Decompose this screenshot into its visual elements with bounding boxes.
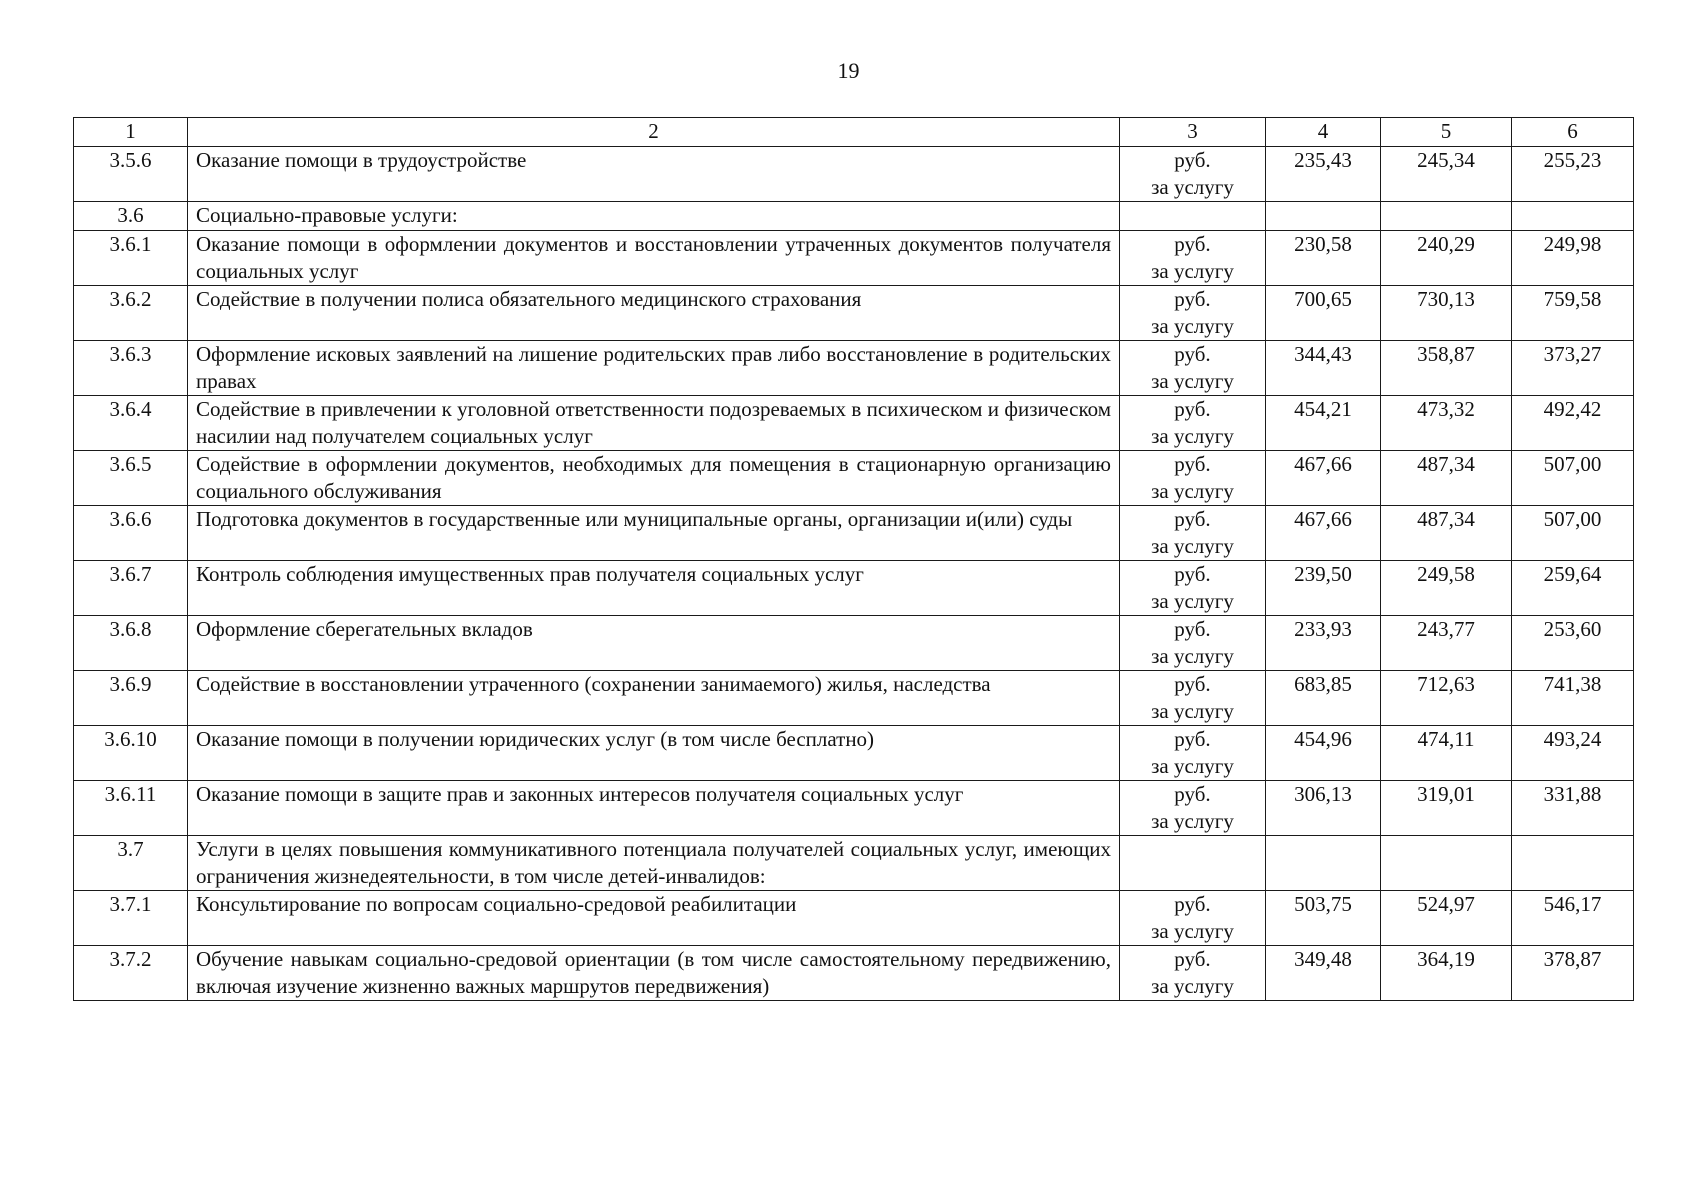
unit-currency: руб. — [1174, 287, 1211, 311]
price-value-v5: 358,87 — [1381, 341, 1512, 396]
price-value-v5: 249,58 — [1381, 561, 1512, 616]
unit-currency: руб. — [1174, 507, 1211, 531]
service-name: Содействие в привлечении к уголовной ответственности подозреваемых в психическом и физическом насилии над получателем социальных услуг — [188, 396, 1120, 451]
price-value-v4: 230,58 — [1266, 231, 1381, 286]
row-number: 3.7.2 — [74, 946, 188, 1001]
price-value-v4: 235,43 — [1266, 147, 1381, 202]
price-value-v5: 240,29 — [1381, 231, 1512, 286]
row-number: 3.6.4 — [74, 396, 188, 451]
price-value-v5: 487,34 — [1381, 506, 1512, 561]
unit-per-service: за услугу — [1151, 974, 1234, 998]
unit-cell — [1120, 451, 1266, 506]
unit-cell — [1120, 561, 1266, 616]
unit-per-service: за услугу — [1151, 424, 1234, 448]
price-value-v5: 473,32 — [1381, 396, 1512, 451]
price-value-v6: 759,58 — [1512, 286, 1634, 341]
price-value-v6: 259,64 — [1512, 561, 1634, 616]
unit-per-service: за услугу — [1151, 754, 1234, 778]
unit-currency: руб. — [1174, 617, 1211, 641]
price-value-v5: 474,11 — [1381, 726, 1512, 781]
unit-per-service: за услугу — [1151, 175, 1234, 199]
service-name: Содействие в оформлении документов, необходимых для помещения в стационарную организацию социального обслуживания — [188, 451, 1120, 506]
row-number: 3.6.6 — [74, 506, 188, 561]
price-value-v6: 546,17 — [1512, 891, 1634, 946]
price-value-v4 — [1266, 836, 1381, 891]
column-header: 6 — [1512, 118, 1634, 147]
service-name: Содействие в получении полиса обязательного медицинского страхования — [188, 286, 1120, 341]
unit-per-service: за услугу — [1151, 699, 1234, 723]
unit-per-service: за услугу — [1151, 259, 1234, 283]
price-value-v6 — [1512, 202, 1634, 231]
unit-currency: руб. — [1174, 148, 1211, 172]
price-value-v4: 700,65 — [1266, 286, 1381, 341]
service-name: Оказание помощи в оформлении документов и восстановлении утраченных документов получателя социальных услуг — [188, 231, 1120, 286]
table-row — [74, 781, 1634, 836]
unit-cell — [1120, 946, 1266, 1001]
price-value-v6 — [1512, 836, 1634, 891]
unit-cell — [1120, 202, 1266, 231]
price-value-v4 — [1266, 202, 1381, 231]
unit-currency: руб. — [1174, 727, 1211, 751]
table-header-row — [74, 118, 1634, 147]
price-value-v4: 349,48 — [1266, 946, 1381, 1001]
table-row — [74, 671, 1634, 726]
price-value-v6: 492,42 — [1512, 396, 1634, 451]
price-value-v4: 467,66 — [1266, 506, 1381, 561]
unit-cell — [1120, 616, 1266, 671]
service-name: Оформление сберегательных вкладов — [188, 616, 1120, 671]
unit-per-service: за услугу — [1151, 589, 1234, 613]
unit-cell — [1120, 286, 1266, 341]
price-value-v4: 233,93 — [1266, 616, 1381, 671]
price-value-v4: 454,21 — [1266, 396, 1381, 451]
service-name: Консультирование по вопросам социально-средовой реабилитации — [188, 891, 1120, 946]
price-value-v6: 493,24 — [1512, 726, 1634, 781]
unit-currency: руб. — [1174, 782, 1211, 806]
unit-cell — [1120, 726, 1266, 781]
unit-currency: руб. — [1174, 947, 1211, 971]
price-value-v5: 245,34 — [1381, 147, 1512, 202]
price-value-v4: 503,75 — [1266, 891, 1381, 946]
unit-per-service: за услугу — [1151, 314, 1234, 338]
column-header: 2 — [188, 118, 1120, 147]
price-value-v4: 467,66 — [1266, 451, 1381, 506]
unit-currency: руб. — [1174, 397, 1211, 421]
page-number: 19 — [837, 58, 860, 83]
row-number: 3.6.10 — [74, 726, 188, 781]
service-name: Содействие в восстановлении утраченного (сохранении занимаемого) жилья, наследства — [188, 671, 1120, 726]
row-number: 3.5.6 — [74, 147, 188, 202]
price-value-v6: 331,88 — [1512, 781, 1634, 836]
price-value-v4: 239,50 — [1266, 561, 1381, 616]
row-number: 3.7.1 — [74, 891, 188, 946]
unit-per-service: за услугу — [1151, 369, 1234, 393]
service-name: Оказание помощи в трудоустройстве — [188, 147, 1120, 202]
price-value-v4: 306,13 — [1266, 781, 1381, 836]
table-row — [74, 286, 1634, 341]
service-name: Подготовка документов в государственные или муниципальные органы, организации и(или) суды — [188, 506, 1120, 561]
price-value-v6: 507,00 — [1512, 451, 1634, 506]
price-value-v5: 524,97 — [1381, 891, 1512, 946]
row-number: 3.6.11 — [74, 781, 188, 836]
price-value-v6: 253,60 — [1512, 616, 1634, 671]
unit-cell — [1120, 147, 1266, 202]
row-number: 3.6 — [74, 202, 188, 231]
unit-currency: руб. — [1174, 672, 1211, 696]
unit-cell — [1120, 836, 1266, 891]
price-value-v4: 683,85 — [1266, 671, 1381, 726]
price-value-v5 — [1381, 836, 1512, 891]
price-value-v4: 454,96 — [1266, 726, 1381, 781]
unit-cell — [1120, 781, 1266, 836]
price-value-v5: 243,77 — [1381, 616, 1512, 671]
price-value-v6: 373,27 — [1512, 341, 1634, 396]
unit-cell — [1120, 506, 1266, 561]
column-header: 1 — [74, 118, 188, 147]
table-row — [74, 726, 1634, 781]
price-value-v5 — [1381, 202, 1512, 231]
service-name: Контроль соблюдения имущественных прав получателя социальных услуг — [188, 561, 1120, 616]
price-value-v5: 487,34 — [1381, 451, 1512, 506]
price-value-v6: 741,38 — [1512, 671, 1634, 726]
unit-currency: руб. — [1174, 232, 1211, 256]
table-row — [74, 147, 1634, 202]
row-number: 3.6.9 — [74, 671, 188, 726]
row-number: 3.6.7 — [74, 561, 188, 616]
price-value-v6: 255,23 — [1512, 147, 1634, 202]
unit-cell — [1120, 671, 1266, 726]
row-number: 3.6.1 — [74, 231, 188, 286]
price-value-v5: 712,63 — [1381, 671, 1512, 726]
price-value-v5: 730,13 — [1381, 286, 1512, 341]
price-value-v6: 507,00 — [1512, 506, 1634, 561]
row-number: 3.6.2 — [74, 286, 188, 341]
table-row — [74, 341, 1634, 396]
table-row — [74, 836, 1634, 891]
service-name: Услуги в целях повышения коммуникативного потенциала получателей социальных услуг, имеющих ограничения жизнедеятельности, в том числе детей-инвалидов: — [188, 836, 1120, 891]
unit-per-service: за услугу — [1151, 644, 1234, 668]
table-row — [74, 396, 1634, 451]
unit-cell — [1120, 891, 1266, 946]
unit-per-service: за услугу — [1151, 919, 1234, 943]
unit-cell — [1120, 396, 1266, 451]
table-row — [74, 202, 1634, 231]
unit-currency: руб. — [1174, 342, 1211, 366]
unit-currency: руб. — [1174, 562, 1211, 586]
table-row — [74, 231, 1634, 286]
row-number: 3.7 — [74, 836, 188, 891]
unit-cell — [1120, 231, 1266, 286]
row-number: 3.6.3 — [74, 341, 188, 396]
column-header: 3 — [1120, 118, 1266, 147]
price-value-v6: 378,87 — [1512, 946, 1634, 1001]
unit-currency: руб. — [1174, 452, 1211, 476]
service-name: Оформление исковых заявлений на лишение родительских прав либо восстановление в родительских правах — [188, 341, 1120, 396]
price-value-v5: 319,01 — [1381, 781, 1512, 836]
table-row — [74, 561, 1634, 616]
row-number: 3.6.5 — [74, 451, 188, 506]
column-header: 4 — [1266, 118, 1381, 147]
column-header: 5 — [1381, 118, 1512, 147]
price-value-v4: 344,43 — [1266, 341, 1381, 396]
service-name: Обучение навыкам социально-средовой ориентации (в том числе самостоятельному передвижению, включая изучение жизненно важных маршрутов передвижения) — [188, 946, 1120, 1001]
tariff-table — [73, 117, 1634, 1001]
row-number: 3.6.8 — [74, 616, 188, 671]
price-value-v5: 364,19 — [1381, 946, 1512, 1001]
table-row — [74, 506, 1634, 561]
table-row — [74, 451, 1634, 506]
service-name: Оказание помощи в защите прав и законных интересов получателя социальных услуг — [188, 781, 1120, 836]
table-row — [74, 616, 1634, 671]
table-row — [74, 891, 1634, 946]
unit-per-service: за услугу — [1151, 534, 1234, 558]
service-name: Социально-правовые услуги: — [188, 202, 1120, 231]
table-row — [74, 946, 1634, 1001]
unit-currency: руб. — [1174, 892, 1211, 916]
unit-cell — [1120, 341, 1266, 396]
unit-per-service: за услугу — [1151, 809, 1234, 833]
unit-per-service: за услугу — [1151, 479, 1234, 503]
service-name: Оказание помощи в получении юридических услуг (в том числе бесплатно) — [188, 726, 1120, 781]
price-value-v6: 249,98 — [1512, 231, 1634, 286]
